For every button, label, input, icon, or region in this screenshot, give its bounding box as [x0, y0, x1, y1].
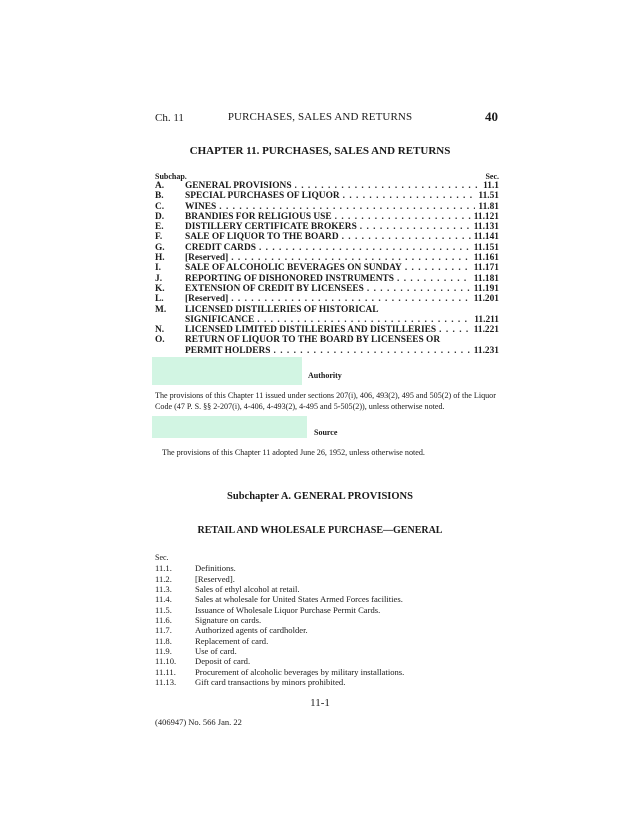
toc-row-title-text: BRANDIES FOR RELIGIOUS USE [185, 211, 332, 222]
toc-row [155, 263, 499, 273]
toc-row-title-text: REPORTING OF DISHONORED INSTRUMENTS [185, 273, 394, 284]
toc-row-title [185, 253, 474, 263]
toc-row-letter: M. [155, 304, 167, 315]
section-number: 11.2. [155, 573, 172, 584]
subchapter-title: Subchapter A. GENERAL PROVISIONS [227, 491, 413, 502]
source-text: The provisions of this Chapter 11 adopted June 26, 1952, unless otherwise noted. [162, 448, 425, 457]
toc-row-section-number: 11.191 [473, 283, 499, 294]
dot-leader [231, 253, 471, 263]
section-number: 11.8. [155, 635, 172, 646]
toc-row-title [185, 243, 474, 253]
dot-leader [274, 346, 471, 356]
section-number: 11.5. [155, 604, 172, 615]
section-list-item [155, 594, 495, 604]
section-number: 11.10. [155, 656, 177, 667]
highlight-block-authority [152, 357, 302, 385]
toc-row [155, 274, 499, 284]
toc-row-section-number: 11.81 [478, 201, 499, 212]
source-heading: Source [314, 428, 338, 437]
toc-row-title [185, 284, 474, 294]
toc-row-title-text: SALE OF ALCOHOLIC BEVERAGES ON SUNDAY [185, 263, 402, 274]
toc-row-section-number: 11.181 [473, 273, 499, 284]
toc-row-letter: D. [155, 211, 165, 222]
toc-row-section-number: 11.151 [473, 242, 499, 253]
dot-leader [257, 315, 471, 325]
running-header-title: PURCHASES, SALES AND RETURNS [227, 111, 413, 123]
section-number: 11.11. [155, 666, 176, 677]
toc-row-title-text: [Reserved] [185, 294, 229, 305]
authority-text: The provisions of this Chapter 11 issued under sections 207(i), 406, 493(2), 495 and 505(2) of the Liquor Code (47 P. S. §§ 2-207(i), 4-406, 4-493(2), 4-495 and 5-505(2)), unless otherwise noted. [155, 391, 496, 411]
toc-row [155, 284, 499, 294]
toc-row [155, 222, 499, 232]
section-title: Gift card transactions by minors prohibited. [195, 677, 346, 688]
toc-row-title-text: [Reserved] [185, 253, 229, 264]
toc-row-title [185, 315, 474, 325]
toc-row-letter: J. [155, 273, 163, 284]
dot-leader [231, 294, 471, 304]
running-header-page-number: 40 [485, 109, 498, 124]
footer-edition: (406947) No. 566 Jan. 22 [155, 717, 242, 727]
toc-row-letter: L. [155, 294, 164, 305]
dot-leader [360, 222, 471, 232]
toc-row-title [185, 346, 474, 356]
section-number: 11.4. [155, 594, 172, 605]
section-title: Authorized agents of cardholder. [195, 625, 308, 636]
highlight-block-source [152, 416, 307, 438]
toc-row-title-text: CREDIT CARDS [185, 242, 256, 253]
toc-row-title [185, 202, 478, 212]
toc-row [155, 243, 499, 253]
section-title: Sales at wholesale for United States Armed Forces facilities. [195, 594, 403, 605]
section-list-header: Sec. [155, 553, 169, 562]
toc-row-title-text: PERMIT HOLDERS [185, 345, 271, 356]
toc-row-letter: A. [155, 181, 165, 191]
toc-row [155, 202, 499, 212]
toc-row-title-text: EXTENSION OF CREDIT BY LICENSEES [185, 283, 364, 294]
toc-row-section-number: 11.141 [473, 232, 499, 243]
toc-row-section-number: 11.161 [473, 253, 499, 264]
toc-row-title [185, 305, 499, 315]
toc-row-title [185, 294, 474, 304]
toc-row [155, 212, 499, 222]
section-list-item [155, 605, 495, 615]
section-list-item [155, 615, 495, 625]
toc-row-title [185, 232, 474, 242]
section-title: Definitions. [195, 563, 236, 574]
toc-row-title-text: SIGNIFICANCE [185, 314, 255, 325]
dot-leader [405, 263, 471, 273]
toc-row-title [185, 191, 478, 201]
toc-row [155, 191, 499, 201]
toc-row-letter: F. [155, 232, 163, 243]
toc-row-letter: K. [155, 283, 165, 294]
section-number: 11.3. [155, 584, 172, 595]
section-title: Deposit of card. [195, 656, 251, 667]
toc-row-title-text: WINES [185, 201, 217, 212]
subchapter-table-of-contents [155, 172, 499, 356]
section-title: Issuance of Wholesale Liquor Purchase Permit Cards. [195, 604, 381, 615]
toc-row [155, 253, 499, 263]
toc-row-letter: E. [155, 222, 164, 233]
dot-leader [335, 212, 471, 222]
dot-leader [439, 325, 471, 335]
toc-row-title [185, 325, 474, 335]
section-title: [Reserved]. [195, 573, 235, 584]
running-header-chapter: Ch. 11 [155, 112, 184, 124]
toc-row-section-number: 11.231 [473, 345, 499, 356]
toc-row-section-number: 11.211 [474, 314, 499, 325]
toc-row-title-text: DISTILLERY CERTIFICATE BROKERS [185, 222, 357, 233]
dot-leader [397, 274, 471, 284]
dot-leader [367, 284, 471, 294]
toc-row [155, 335, 499, 345]
section-number: 11.1. [155, 563, 172, 574]
toc-row-section-number: 11.121 [473, 211, 499, 222]
section-number: 11.7. [155, 625, 172, 636]
toc-row-title-text: SPECIAL PURCHASES OF LIQUOR [185, 191, 340, 202]
toc-row-continuation [155, 346, 499, 356]
section-list [155, 553, 495, 687]
toc-row-title [185, 263, 474, 273]
section-list-item [155, 646, 495, 656]
toc-row [155, 325, 499, 335]
toc-row-letter: N. [155, 325, 165, 336]
toc-row-title [185, 274, 474, 284]
section-list-item [155, 636, 495, 646]
section-title: Procurement of alcoholic beverages by military installations. [195, 666, 405, 677]
section-title: Signature on cards. [195, 615, 262, 626]
toc-row [155, 232, 499, 242]
section-number: 11.9. [155, 646, 172, 657]
section-list-item [155, 584, 495, 594]
toc-row-section-number: 11.1 [483, 181, 499, 191]
toc-row-continuation [155, 315, 499, 325]
section-number: 11.6. [155, 615, 172, 626]
toc-row-section-number: 11.51 [478, 191, 499, 202]
toc-row-letter: H. [155, 253, 165, 264]
toc-row-section-number: 11.171 [473, 263, 499, 274]
toc-row [155, 294, 499, 304]
toc-row-title-text: GENERAL PROVISIONS [185, 181, 292, 191]
dot-leader [342, 232, 471, 242]
section-title: Sales of ethyl alcohol at retail. [195, 584, 300, 595]
toc-row [155, 305, 499, 315]
section-title: Replacement of card. [195, 635, 269, 646]
section-list-item [155, 563, 495, 573]
toc-row-section-number: 11.201 [473, 294, 499, 305]
section-title: Use of card. [195, 646, 237, 657]
toc-row-section-number: 11.131 [473, 222, 499, 233]
toc-row [155, 181, 499, 191]
toc-row-title-line1: RETURN OF LIQUOR TO THE BOARD BY LICENSEES OR [185, 335, 441, 346]
section-list-item [155, 625, 495, 635]
toc-row-title-text: SALE OF LIQUOR TO THE BOARD [185, 232, 339, 243]
section-list-item [155, 574, 495, 584]
toc-row-title [185, 181, 483, 191]
dot-leader [343, 191, 476, 201]
toc-col-subchap: Subchap. [155, 172, 187, 181]
section-list-item [155, 667, 495, 677]
toc-row-letter: I. [155, 263, 161, 274]
section-list-item [155, 656, 495, 666]
toc-row-title-text: LICENSED LIMITED DISTILLERIES AND DISTILLERIES [185, 325, 437, 336]
section-number: 11.13. [155, 677, 177, 688]
dot-leader [219, 202, 475, 212]
toc-row-title [185, 212, 474, 222]
page-number: 11-1 [310, 697, 330, 709]
toc-col-sec: Sec. [485, 172, 499, 181]
toc-row-letter: C. [155, 201, 165, 212]
toc-row-title [185, 335, 499, 345]
section-group-title: RETAIL AND WHOLESALE PURCHASE—GENERAL [197, 525, 443, 536]
toc-row-letter: G. [155, 242, 165, 253]
dot-leader [259, 243, 471, 253]
dot-leader [295, 181, 481, 191]
toc-row-letter: O. [155, 335, 165, 346]
chapter-title: CHAPTER 11. PURCHASES, SALES AND RETURNS [189, 145, 451, 157]
toc-row-letter: B. [155, 191, 164, 202]
toc-row-title [185, 222, 474, 232]
toc-row-title-line1: LICENSED DISTILLERIES OF HISTORICAL [185, 304, 379, 315]
toc-row-section-number: 11.221 [473, 325, 499, 336]
section-list-item [155, 677, 495, 687]
toc-header [155, 172, 499, 181]
authority-heading: Authority [308, 371, 342, 380]
